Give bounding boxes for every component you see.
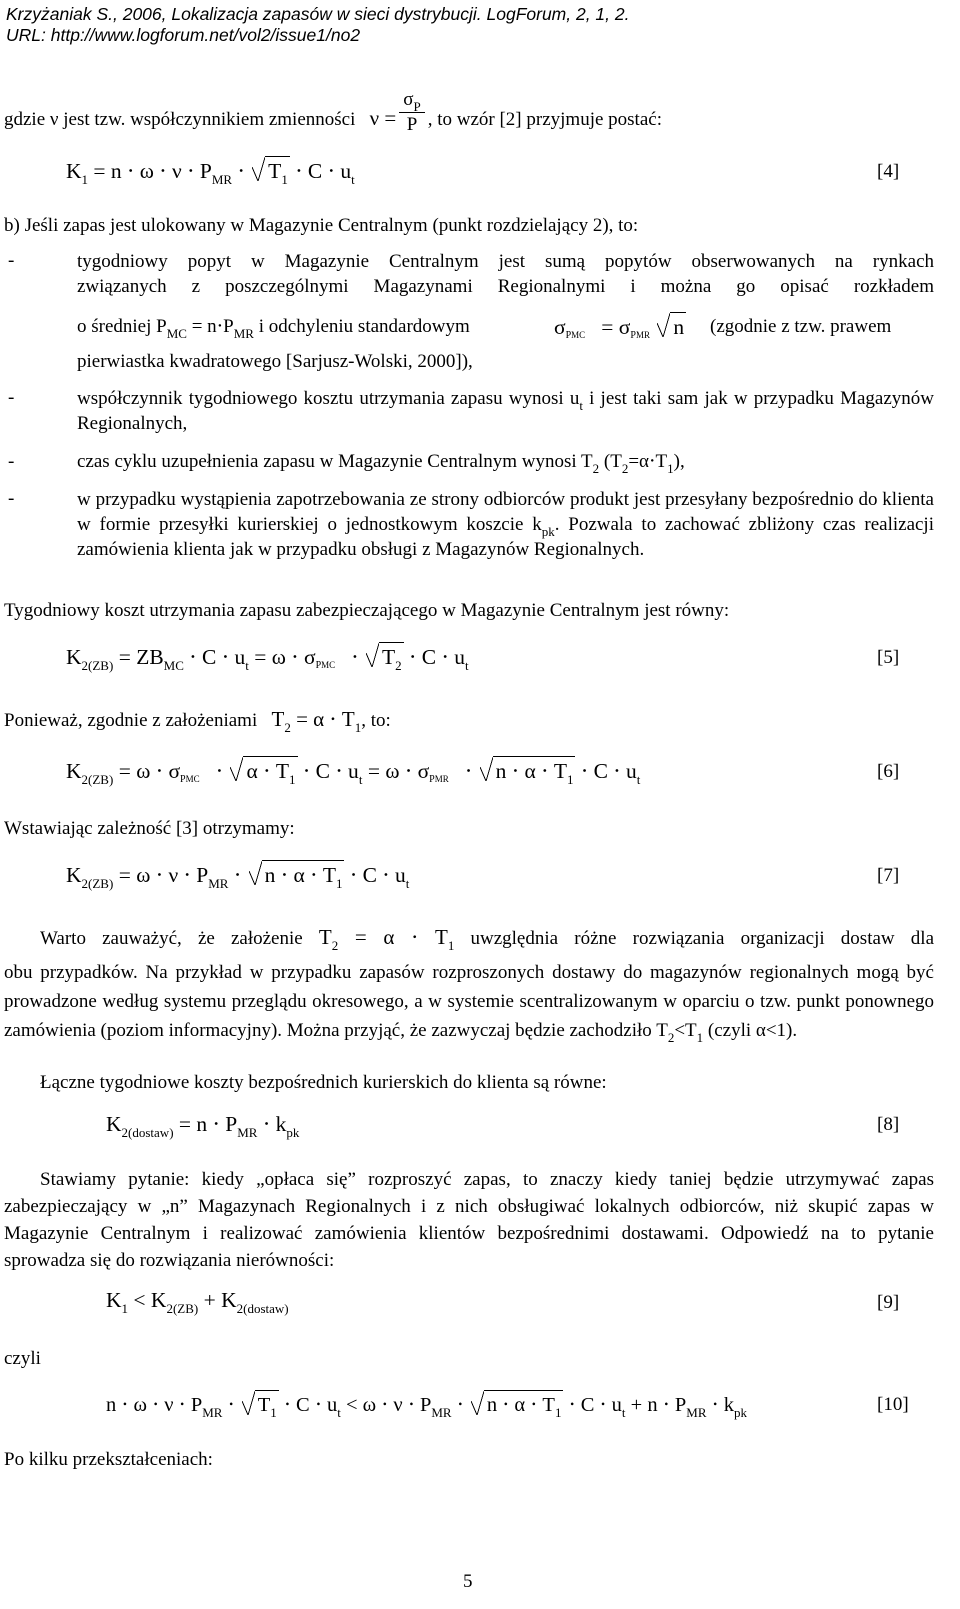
- bullet-1-formula-line: o średniej $P_{MC} = n\cdot P_{MR}$ i odchyleniu standardowym: [77, 316, 470, 341]
- text-total-costs: Łączne tygodniowe koszty bezpośrednich kurierskich do klienta są równe:: [40, 1072, 607, 1093]
- bullet-1-ref: (zgodnie z tzw. prawem: [710, 316, 892, 337]
- equation-4: $K_1 = n \cdot \omega \cdot \nu \cdot P_{MR} \cdot T_1 \cdot C \cdot u_t$: [66, 156, 355, 184]
- equation-10-number: [10]: [877, 1394, 909, 1415]
- equation-5-number: [5]: [877, 647, 900, 668]
- text-weekly-cost: Tygodniowy koszt utrzymania zapasu zabezpieczającego w Magazynie Centralnym jest równy:: [4, 600, 730, 621]
- text-czyli: czyli: [4, 1348, 41, 1369]
- equation-4-number: [4]: [877, 161, 900, 182]
- equation-5: $K_{2(ZB)} = ZB_{MC} \cdot C \cdot u_t = \omega \cdot \sigma PMC \cdot T_2 \cdot C \cdot u_t$: [66, 642, 469, 670]
- text-case-b: b) Jeśli zapas jest ulokowany w Magazynie Centralnym (punkt rozdzielający 2), to:: [4, 215, 639, 236]
- equation-10: $n \cdot \omega \cdot \nu \cdot P_{MR} \cdot T_1 \cdot C \cdot u_t < \omega \cdot \nu \cdot P_{MR} \cdot n \cdot \alpha \cdot T_1 \cdot C \cdot u_t + n \cdot P_{MR} \cdot k_{pk}$: [106, 1390, 747, 1418]
- bullet-dash: -: [8, 250, 15, 271]
- bullet-3: czas cyklu uzupełnienia zapasu w Magazynie Centralnym wynosi $T_2$ $(T_2=\alpha\cdot T_1)$,: [77, 451, 685, 476]
- paragraph-question: Stawiamy pytanie: kiedy „opłaca się” rozproszyć zapas, to znaczy kiedy taniej będzie utrzymywać zapas zabezpieczający w „n” Magazynach Regionalnych i z nich obsługiwać lokalnych odbiorców, niż skupić zapas w Magazynie Centralnym i realizować zamówienia klientów bezpośrednimi dostawami. Odpowiedź na to pytanie sprowadza się do rozwiązania nierówności:: [4, 1169, 934, 1271]
- bullet-dash: -: [8, 387, 15, 408]
- text-after-transform: Po kilku przekształceniach:: [4, 1449, 213, 1470]
- equation-6-number: [6]: [877, 761, 900, 782]
- equation-7-number: [7]: [877, 865, 900, 886]
- equation-7: $K_{2(ZB)} = \omega \cdot \nu \cdot P_{MR} \cdot n \cdot \alpha \cdot T_1 \cdot C \cdot u_t$: [66, 860, 409, 888]
- equation-6: $K_{2(ZB)} = \omega \cdot \sigma PMC \cdot \alpha \cdot T_1 \cdot C \cdot u_t = \omega \cdot \sigma PMR \cdot n \cdot \alpha \cdot T_1 \cdot C \cdot u_t$: [66, 756, 640, 784]
- citation-url: URL: http://www.logforum.net/vol2/issue1/no2: [6, 25, 361, 45]
- page-number: 5: [463, 1571, 473, 1592]
- bullet-dash: -: [8, 451, 15, 472]
- bullet-4: w przypadku wystąpienia zapotrzebowania ze strony odbiorców produkt jest przesyłany bezpośrednio do klienta w formie przesyłki kurierskiej o jednostkowym koszcie $k_{pk}$. Pozwala to zachować zbliżony czas realizacji zamówienia klienta jak w przypadku obsługi z Magazynów Regionalnych.: [77, 489, 934, 560]
- equation-9-number: [9]: [877, 1292, 900, 1313]
- citation-header: Krzyżaniak S., 2006, Lokalizacja zapasów w sieci dystrybucji. LogForum, 2, 1, 2.: [6, 4, 630, 24]
- bullet-1-end: pierwiastka kwadratowego [Sarjusz-Wolski, 2000]),: [77, 351, 473, 372]
- equation-sigma-pmc: σPMC = σPMR n: [554, 312, 686, 340]
- paragraph-note: Warto zauważyć, że założenie $T_2 = \alpha \cdot T_1$ uwzględnia różne rozwiązania organizacji dostaw dla obu przypadków. Na przykład w przypadku zapasów rozproszonych dostawy do magazynów regionalnych mogą być prowadzone według systemu przeglądu okresowego, a w systemie scentralizowanym w oparciu o tzw. punkt ponownego zamówienia (poziom informacyjny). Można przyjąć, że zazwyczaj będzie zachodziło $T_2<T_1$ (czyli α<1).: [4, 925, 935, 1045]
- text-since: Ponieważ, zgodnie z założeniami $T_2 = \alpha \cdot T_1$, to:: [4, 707, 391, 735]
- bullet-dash: -: [8, 488, 15, 509]
- text-substituting: Wstawiając zależność [3] otrzymamy:: [4, 818, 295, 839]
- bullet-2: współczynnik tygodniowego kosztu utrzymania zapasu wynosi $u_t$ i jest taki sam jak w przypadku Magazynów Regionalnych,: [77, 388, 934, 434]
- equation-9: $K_1 < K_{2(ZB)} + K_{2(dostaw)}$: [106, 1288, 289, 1316]
- text-nu-definition: gdzie ν jest tzw. współczynnikiem zmienności ν = $\frac{\sigma_P}{P}$ , to wzór [2] przyjmuje postać:: [4, 89, 662, 135]
- equation-8: $K_{2(dostaw)} = n \cdot P_{MR} \cdot k_{pk}$: [106, 1112, 300, 1140]
- equation-8-number: [8]: [877, 1114, 900, 1135]
- fraction-sigma-over-p: $\frac{\sigma_P}{P}$: [399, 88, 424, 137]
- bullet-1: tygodniowy popyt w Magazynie Centralnym jest sumą popytów obserwowanych na rynkach związanych z poszczególnymi Magazynami Regionalnymi i można go opisać rozkładem: [77, 251, 934, 297]
